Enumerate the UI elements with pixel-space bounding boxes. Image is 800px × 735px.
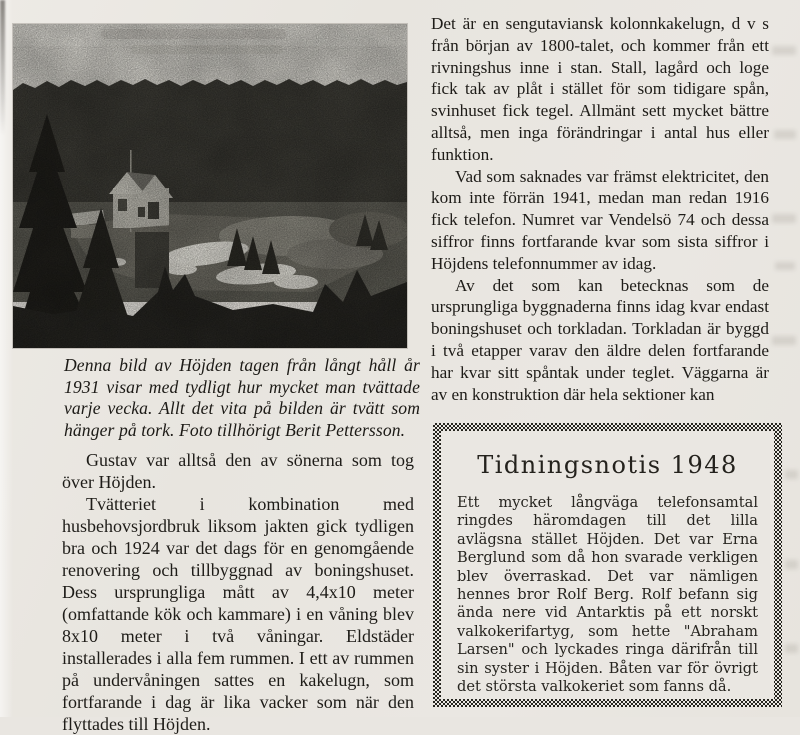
body-paragraph: Tvätteriet i kombination med husbehovsjordbruk liksom jakten gick tydligen bra och 1924 var det dags för en genomgående renovering och tillbyggnad av boningshuset. Dess ursprungliga mått av 4,4x10 meter (omfattande kök och kammare) i en våning blev 8x10 meter i två våningar. Eldstäder installerades i alla fem rummen. I ett av rummen på undervåningen sattes en kakelugn, som fortfarande i dag är lika vacker som när den flyttades till Höjden. [62, 494, 414, 734]
clipping-title: Tidningsnotis 1948 [477, 451, 738, 479]
body-paragraph: Gustav var alltså den av sönerna som tog över Höjden. [62, 450, 414, 492]
hojden-1931-photograph [13, 24, 407, 348]
clipping-body: Ett mycket långväga telefonsamtal ringdes häromdagen till det lilla avlägsna stället Höjden. Det var Erna Berglund som då hon svarade verkligen blev överraskad. Det var nämligen hennes bror Rolf Berg. Rolf befann sig ända nere vid Antarktis på ett norskt valkokerifartyg, som hette "Abraham Larsen" och lyckades ringa därifrån till sin syster i Höjden. Båten var för övrigt det största valkokeriet som fanns då. [457, 494, 758, 696]
newspaper-clipping-box [433, 423, 782, 707]
body-paragraph: Av det som kan betecknas som de ursprungliga byggnaderna finns idag kvar endast boningshuset och torkladan. Torkladan är byggd i två etapper varav den äldre delen fortfarande har kvar sitt spåntak under teglet. Väggarna är av en konstruktion där hela sektioner kan [431, 275, 769, 404]
right-column [431, 13, 769, 405]
body-paragraph: Det är en sengutaviansk kolonnkakelugn, d v s från början av 1800-talet, och kommer från ett rivningshus inne i stan. Stall, lagård och loge fick tak av plåt i stället för som tidigare spån, svinhuset fick tegel. Allmänt sett mycket bättre alltså, men inga förändringar i antal hus eller funktion. [431, 14, 769, 164]
photo-caption: Denna bild av Höjden tagen från långt håll år 1931 visar med tydligt hur mycket man tvättade varje vecka. Allt det vita på bilden är tvätt som hänger på tork. Foto tillhörigt Berit Pettersson. [64, 355, 420, 440]
left-column [62, 449, 414, 735]
newspaper-clipping-inner [441, 431, 774, 699]
photograph-artwork [13, 24, 407, 348]
photo-grain-texture [13, 24, 407, 348]
body-paragraph: Vad som saknades var främst elektricitet, den kom inte förrän 1941, medan man redan 1916 fick telefon. Numret var Vendelsö 74 och dessa siffror finns fortfarande kvar som sista siffror i Höjdens telefonnummer av idag. [431, 166, 769, 273]
page-edge-shadow [0, 0, 5, 135]
